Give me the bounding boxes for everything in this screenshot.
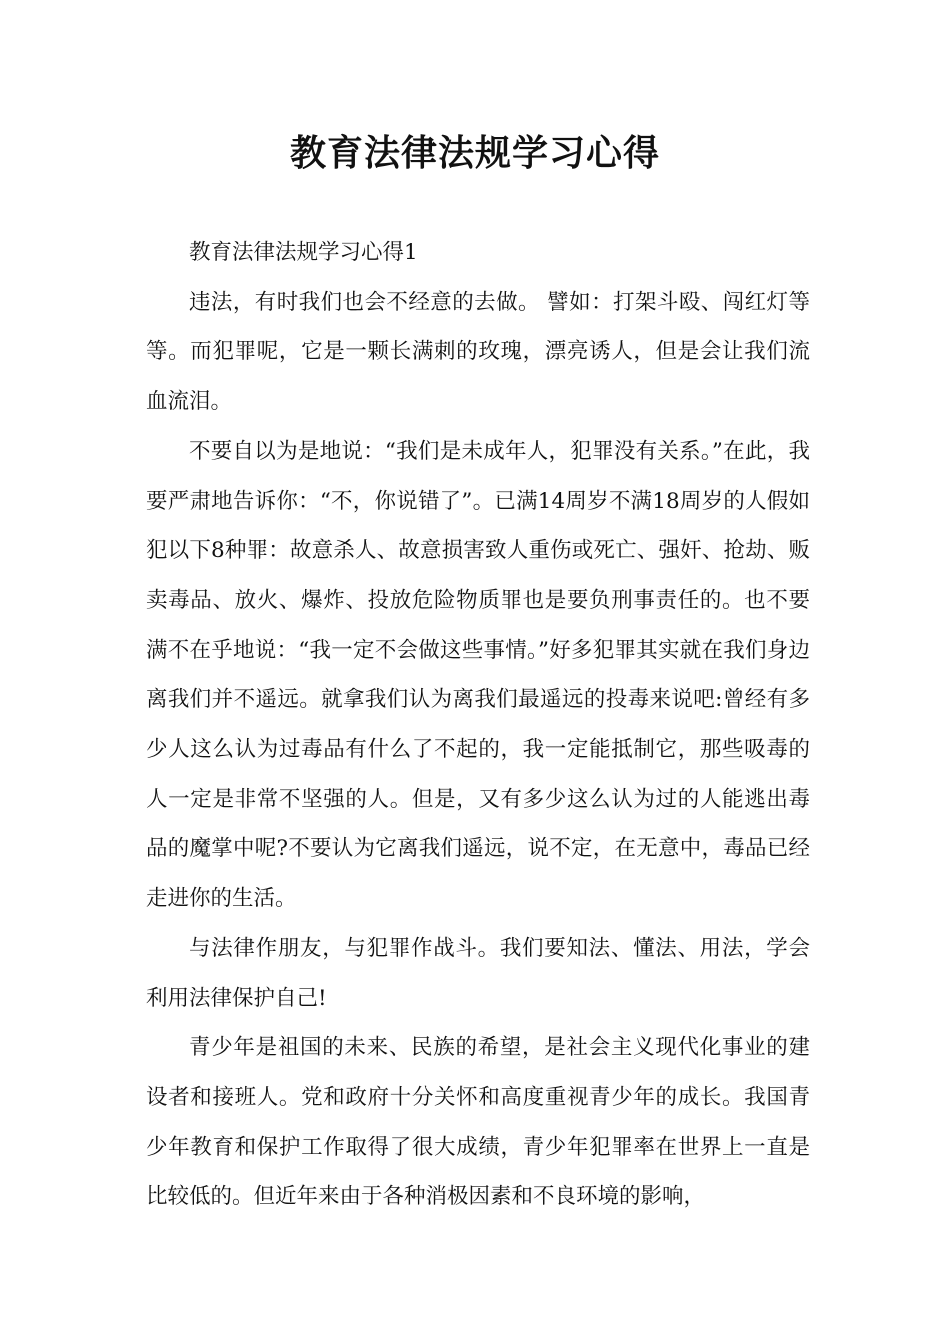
- document-title: 教育法律法规学习心得: [289, 133, 660, 174]
- paragraph: 青少年是祖国的未来、民族的希望，是社会主义现代化事业的建设者和接班人。党和政府十分关怀和高度重视青少年的成长。我国青少年教育和保护工作取得了很大成绩，青少年犯罪率在世界上一直是比较低的。但近年来由于各种消极因素和不良环境的影响，: [146, 1035, 810, 1210]
- paragraph: 违法，有时我们也会不经意的去做。 譬如：打架斗殴、闯红灯等等。而犯罪呢，它是一颗长满刺的玫瑰，漂亮诱人，但是会让我们流血流泪。: [146, 289, 810, 415]
- paragraph: 不要自以为是地说：“我们是未成年人，犯罪没有关系。”在此，我要严肃地告诉你：“不，你说错了”。已满14周岁不满18周岁的人假如犯以下8种罪：故意杀人、故意损害致人重伤或死亡、强奸、抢劫、贩卖毒品、放火、爆炸、投放危险物质罪也是要负刑事责任的。也不要满不在乎地说：“我一定不会做这些事情。”好多犯罪其实就在我们身边离我们并不遥远。就拿我们认为离我们最遥远的投毒来说吧:曾经有多少人这么认为过毒品有什么了不起的，我一定能抵制它，那些吸毒的人一定是非常不坚强的人。但是，又有多少这么认为过的人能逃出毒品的魔掌中呢?不要认为它离我们遥远，说不定，在无意中，毒品已经走进你的生活。: [146, 438, 810, 912]
- paragraph: 与法律作朋友，与犯罪作战斗。我们要知法、懂法、用法，学会利用法律保护自己!: [146, 935, 810, 1011]
- section-heading: 教育法律法规学习心得1: [189, 240, 418, 265]
- document-body: [146, 228, 810, 1222]
